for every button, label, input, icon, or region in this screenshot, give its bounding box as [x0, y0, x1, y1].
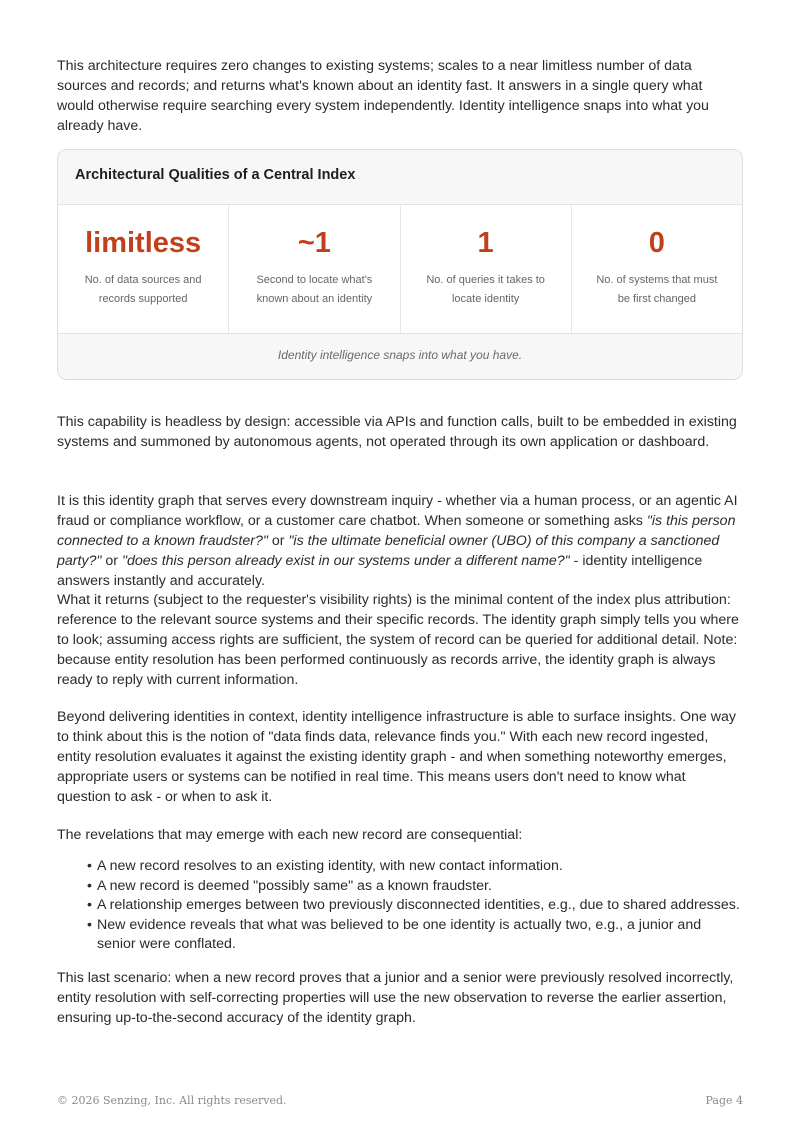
stat-label: No. of data sources and records supported — [84, 274, 202, 305]
card-title: Architectural Qualities of a Central Index — [58, 150, 742, 205]
stats-row — [58, 205, 742, 334]
returns-paragraph: What it returns (subject to the requester's visibility rights) is the minimal content of the index plus attribution: reference to the relevant source systems and their specific records. The identity graph simply tells you where to look; assuming access rights are sufficient, the system of record can be queried for additional detail. Note: because entity resolution has been performed continuously as records arrive, the identity graph is always ready to reply with current information. — [57, 592, 739, 688]
identity-graph-paragraph — [57, 491, 743, 591]
question-quote: "does this person already exist in our systems under a different name?" — [121, 553, 570, 569]
insights-paragraph: Beyond delivering identities in context, identity intelligence infrastructure is able to surface insights. One way to think about this is the notion of "data finds data, relevance finds you." With each new record ingested, entity resolution evaluates it against the existing identity graph - and when something noteworthy emerges, appropriate users or systems can be notified in real time. This means users don't need to know what question to ask - or when to ask it. — [57, 709, 736, 805]
stat-value: 0 — [648, 227, 665, 259]
page-number: Page 4 — [705, 1094, 743, 1107]
stat-label: No. of queries it takes to locate identity — [426, 274, 545, 305]
bullet-icon: • — [87, 916, 92, 933]
list-item-text: New evidence reveals that what was believed to be one identity is actually two, e.g., a junior and senior were conflated. — [97, 916, 702, 952]
bullet-icon: • — [87, 877, 92, 894]
page-footer — [57, 1094, 743, 1107]
revelations-intro: The revelations that may emerge with each new record are consequential: — [57, 827, 523, 843]
bullet-icon: • — [87, 897, 92, 913]
stat-value: 1 — [477, 227, 494, 259]
revelations-list — [87, 857, 743, 955]
text-span: or — [267, 533, 289, 549]
text-span: or — [101, 553, 122, 569]
headless-paragraph: This capability is headless by design: accessible via APIs and function calls, built to be embedded in existing systems and summoned by autonomous agents, not operated through its own application or dashboard. — [57, 414, 737, 450]
stat-value: ~1 — [297, 227, 331, 259]
bullet-icon: • — [87, 858, 92, 874]
stat-systems-changed — [572, 205, 742, 333]
stat-locate-time — [229, 205, 400, 333]
stat-label: No. of systems that must be first changed — [596, 274, 718, 305]
text-span: - identity intelligence answers instantly and accurately. — [57, 553, 703, 589]
stat-value: limitless — [85, 227, 202, 259]
stat-data-sources — [58, 205, 229, 333]
stat-label: Second to locate what's known about an identity — [256, 274, 373, 305]
intro-paragraph: This architecture requires zero changes to existing systems; scales to a near limitless number of data sources and records; and returns what's known about an identity fast. It answers in a single query what would otherwise require searching every system independently. Identity intelligence snaps into what you already have. — [57, 58, 709, 134]
list-item — [87, 857, 743, 877]
last-scenario-paragraph: This last scenario: when a new record proves that a junior and a senior were previously resolved incorrectly, entity resolution with self-correcting properties will use the new observation to reverse the earlier assertion, ensuring up-to-the-second accuracy of the identity graph. — [57, 970, 734, 1026]
card-footer-caption: Identity intelligence snaps into what you have. — [58, 334, 742, 380]
question-quote: "is this person connected to a known fraudster?" — [57, 513, 736, 549]
list-item-text: A new record resolves to an existing identity, with new contact information. — [97, 858, 563, 874]
architectural-qualities-card — [57, 149, 743, 380]
stat-queries — [401, 205, 572, 333]
question-quote: "is the ultimate beneficial owner (UBO) of this company a sanctioned party?" — [57, 533, 720, 569]
text-span: It is this identity graph that serves every downstream inquiry - whether via a human process, or an agentic AI fraud or compliance workflow, or a customer care chatbot. When someone or something asks — [57, 493, 738, 529]
copyright-text: © 2026 Senzing, Inc. All rights reserved. — [57, 1094, 287, 1107]
list-item — [87, 916, 743, 955]
list-item-text: A new record is deemed "possibly same" as a known fraudster. — [97, 877, 492, 894]
list-item-text: A relationship emerges between two previously disconnected identities, e.g., due to shared addresses. — [97, 897, 740, 913]
list-item — [87, 896, 743, 916]
list-item — [87, 877, 743, 897]
